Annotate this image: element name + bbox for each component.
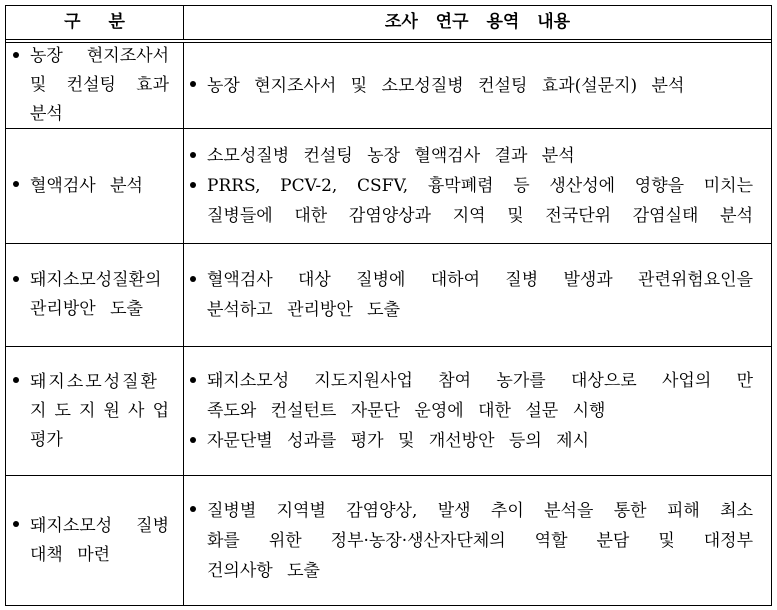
category-text: 돼지소모성질환의 — [30, 270, 162, 290]
content-cell — [184, 129, 771, 243]
bullet-icon — [190, 506, 196, 512]
content-text: 분석하고 관리방안 도출 — [207, 300, 401, 320]
category-text: 돼지소모성 질병 — [30, 515, 169, 536]
content-text: 소모성질병 컨설팅 농장 혈액검사 결과 분석 — [207, 146, 575, 166]
bullet-item — [190, 426, 753, 456]
category-cell — [6, 43, 184, 128]
bullet-item — [190, 366, 753, 426]
content-text: 돼지소모성 지도지원사업 참여 농가를 대상으로 사업의 만 — [207, 371, 753, 391]
category-cell — [6, 476, 184, 605]
category-cell — [6, 129, 184, 243]
table-row — [6, 476, 771, 605]
content-line — [190, 396, 753, 426]
content-line — [190, 201, 753, 231]
bullet-item — [190, 496, 753, 586]
category-text: 관리방안 도출 — [30, 299, 143, 319]
content-line — [190, 295, 753, 325]
bullet-item — [190, 171, 753, 231]
table-row — [6, 347, 771, 476]
content-line — [190, 141, 753, 171]
category-text: 분석 — [30, 104, 63, 124]
content-line — [190, 171, 753, 201]
content-line — [190, 426, 753, 456]
content-text: 자문단별 성과를 평가 및 개선방안 등의 제시 — [207, 431, 590, 451]
category-text: 및 컨설팅 효과 — [30, 75, 169, 95]
category-text: 혈액검사 분석 — [30, 175, 143, 196]
content-line — [190, 366, 753, 396]
content-text: PRRS, PCV-2, CSFV, 흉막폐렴 등 생산성에 영향을 미치는 — [207, 176, 753, 196]
category-line — [13, 266, 169, 295]
category-line — [13, 368, 169, 397]
category-cell — [6, 347, 184, 475]
category-line — [13, 295, 169, 324]
bullet-item — [190, 265, 753, 325]
bullet-item — [190, 141, 753, 171]
bullet-icon — [190, 81, 196, 87]
category-line — [13, 541, 169, 570]
bullet-item — [190, 71, 753, 101]
bullet-icon — [13, 377, 19, 383]
bullet-icon — [13, 181, 19, 187]
bullet-icon — [13, 276, 19, 282]
bullet-icon — [190, 152, 196, 158]
category-text: 대책 마련 — [30, 544, 111, 565]
content-line — [190, 265, 753, 295]
content-text: 질병별 지역별 감염양상, 발생 추이 분석을 통한 피해 최소 — [207, 500, 753, 521]
category-text: 농장 현지조사서 — [30, 46, 169, 66]
content-text: 화를 위한 정부·농장·생산자단체의 역할 분담 및 대정부 — [207, 530, 753, 551]
content-line — [190, 496, 753, 526]
bullet-icon — [190, 377, 196, 383]
content-line — [190, 556, 753, 586]
content-cell — [184, 476, 771, 605]
header-content — [184, 6, 771, 39]
table-row — [6, 129, 771, 244]
header-category — [6, 6, 184, 39]
content-text: 농장 현지조사서 및 소모성질병 컨설팅 효과(설문지) 분석 — [207, 75, 685, 96]
category-line — [13, 397, 169, 426]
category-text: 돼지소모성질환 — [30, 371, 159, 392]
content-cell — [184, 347, 771, 475]
table-row — [6, 43, 771, 129]
content-cell — [184, 43, 771, 128]
category-line — [13, 71, 169, 100]
category-line — [13, 43, 169, 71]
bullet-icon — [190, 276, 196, 282]
category-line — [13, 100, 169, 128]
bullet-icon — [13, 52, 19, 58]
bullet-icon — [190, 437, 196, 443]
category-cell — [6, 244, 184, 346]
survey-content-table — [5, 5, 772, 606]
content-text: 건의사항 도출 — [207, 560, 320, 581]
content-text: 혈액검사 대상 질병에 대하여 질병 발생과 관련위험요인을 — [207, 270, 753, 290]
content-cell — [184, 244, 771, 346]
content-text: 족도와 컨설턴트 자문단 운영에 대한 설문 시행 — [207, 401, 606, 421]
category-line — [13, 512, 169, 541]
bullet-icon — [13, 521, 19, 527]
content-line — [190, 71, 753, 101]
content-line — [190, 526, 753, 556]
category-line — [13, 172, 169, 201]
header-content-text: 조사 연구 용역 내용 — [384, 12, 571, 32]
header-category-text: 구 분 — [64, 12, 125, 32]
bullet-icon — [190, 182, 196, 188]
content-text: 질병들에 대한 감염양상과 지역 및 전국단위 감염실태 분석 — [207, 206, 753, 226]
category-line — [13, 426, 169, 455]
table-header — [6, 6, 771, 43]
category-text: 평가 — [30, 429, 63, 450]
category-text: 지 도 지 원 사 업 — [30, 400, 169, 421]
table-row — [6, 244, 771, 347]
